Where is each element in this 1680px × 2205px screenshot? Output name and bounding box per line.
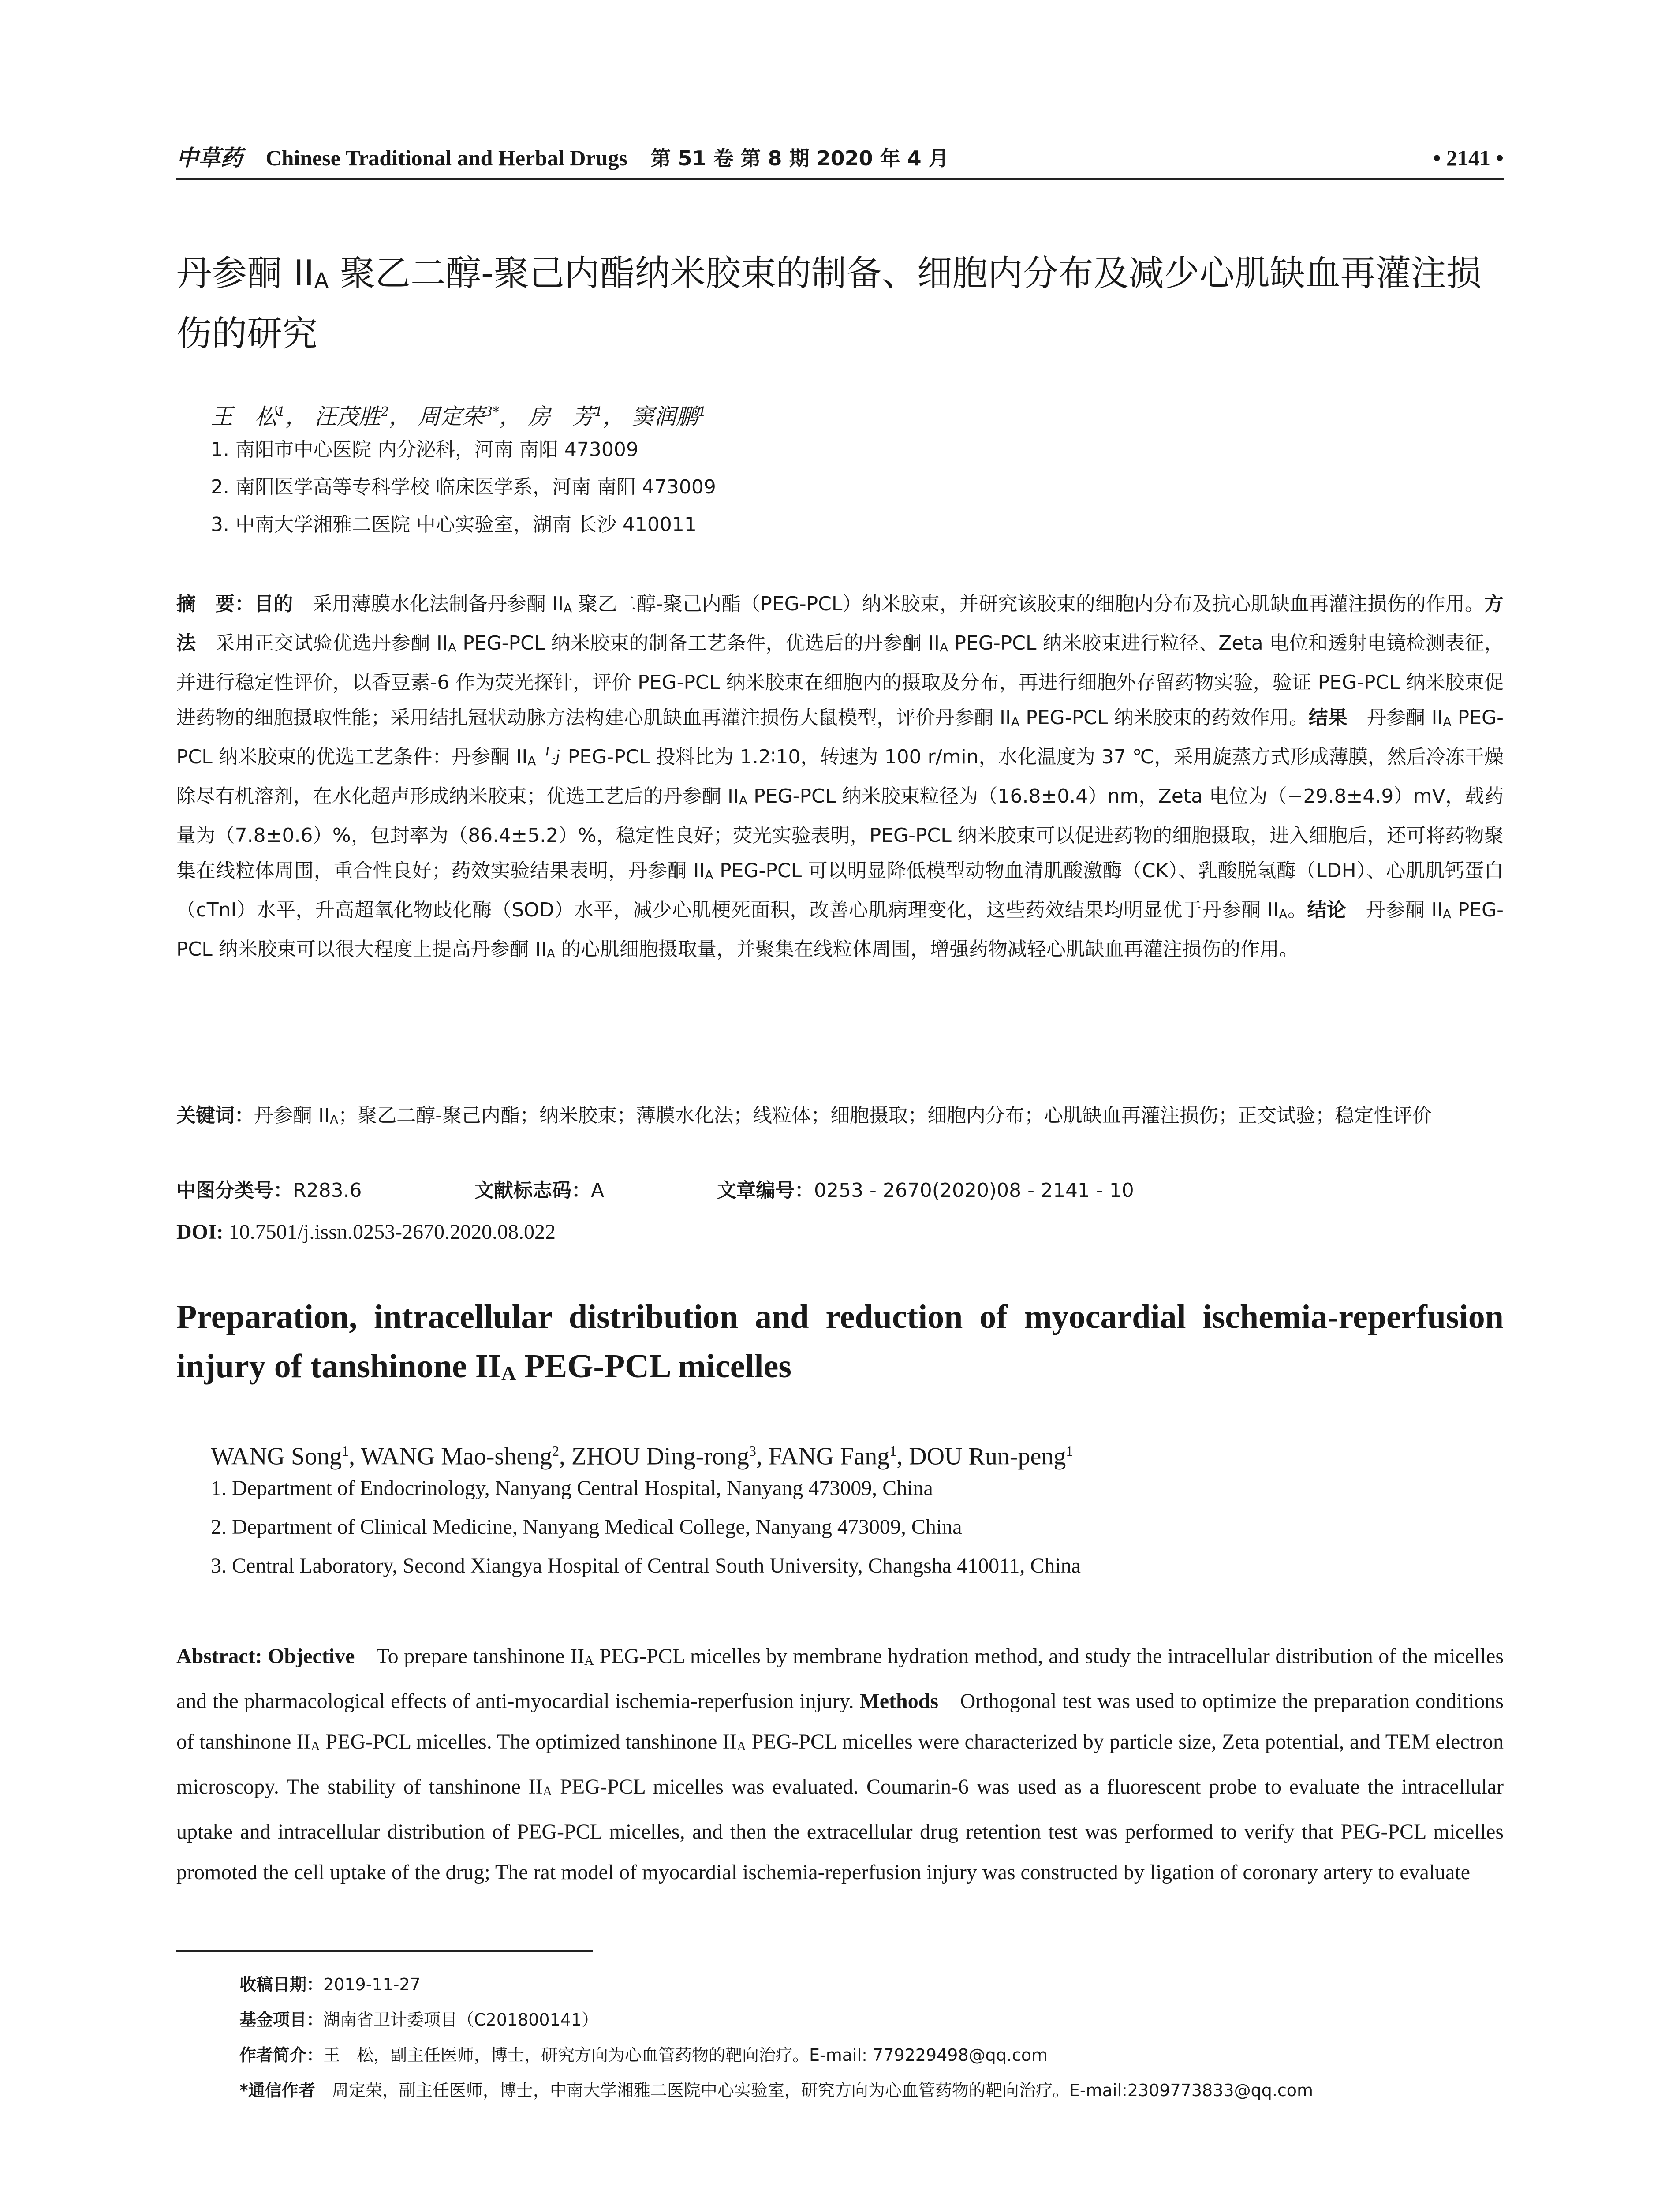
keywords-cn-text: 丹参酮 II (254, 1104, 330, 1127)
author-cn-sup: 1 (277, 404, 286, 420)
methods-cn-label: 方法 (176, 593, 1504, 654)
methods-cn-text: PEG-PCL 纳米胶束的制备工艺条件，优选后的丹参酮 II (456, 632, 940, 654)
footnote-received (239, 1967, 1505, 2002)
abstract-cn (176, 587, 1504, 971)
results-cn-text: PEG-PCL 纳米胶束的优选工艺条件：丹参酮 II (176, 706, 1504, 768)
author-cn: 窦润鹏 (632, 404, 698, 430)
results-cn-text: 丹参酮 II (1347, 706, 1443, 729)
received-value: 2019-11-27 (323, 1975, 421, 1994)
title-en-part1: Preparation, intracellular distribution and reduction of myocardial ischemia-reperfusion injury of tanshinone II (176, 1298, 1504, 1385)
subscript: A (739, 793, 748, 807)
subscript: A (542, 1784, 553, 1798)
header-rule (176, 178, 1504, 180)
author-cn: 房 芳 (528, 404, 594, 430)
clc-block (176, 1179, 362, 1202)
title-cn (176, 247, 1504, 360)
results-cn-text: 。 (1287, 899, 1307, 921)
conclusion-cn-label: 结论 (1307, 899, 1347, 921)
author-en-sup: 1 (1066, 1443, 1073, 1459)
subscript: A (329, 1112, 339, 1127)
subscript: A (1443, 714, 1452, 729)
objective-cn-text: 聚乙二醇-聚己内酯（PEG-PCL）纳米胶束，并研究该胶束的细胞内分布及抗心肌缺血再灌注损伤的作用。 (572, 593, 1484, 615)
title-cn-part1: 丹参酮 II (176, 253, 314, 294)
affiliation-cn-3: 3. 中南大学湘雅二医院 中心实验室，湖南 长沙 410011 (211, 513, 697, 536)
author-en-sup: 1 (342, 1443, 349, 1459)
authors-cn: 王 松$^1$， 汪茂胜$^2$， 周定荣$^{3*}$， 房 芳$^1$， 窦润鹏$^1$ (211, 404, 707, 430)
corresponding-label: *通信作者 (239, 2081, 315, 2100)
page-number: • 2141 • (1433, 146, 1504, 170)
methods-en-text: PEG-PCL micelles was evaluated. Coumarin-6 was used as a fluorescent probe to evaluate the intracellular uptake and intracellular distribution of PEG-PCL micelles, and then the extracellular drug retention test was performed to verify that PEG-PCL micelles promoted the cell uptake of the drug; The rat model of myocardial ischemia-reperfusion injury was constructed by ligation of coronary artery to evaluate (176, 1775, 1504, 1884)
affiliation-en-2: 2. Department of Clinical Medicine, Nanyang Medical College, Nanyang 473009, China (211, 1515, 962, 1539)
abstract-en-label: Abstract: (176, 1644, 262, 1668)
author-en: FANG Fang (768, 1443, 890, 1470)
fund-value: 湖南省卫计委项目（C201800141） (323, 2010, 599, 2029)
doi-value: 10.7501/j.issn.0253-2670.2020.08.022 (223, 1220, 556, 1244)
subscript: A (1279, 907, 1288, 921)
results-cn-label: 结果 (1308, 706, 1348, 729)
footnote-corresponding (239, 2073, 1505, 2108)
title-en-part2: PEG-PCL micelles (516, 1348, 791, 1385)
conclusion-cn-text: PEG-PCL 纳米胶束可以很大程度上提高丹参酮 II (176, 899, 1504, 960)
footnote-rule (176, 1950, 593, 1952)
objective-en-text: To prepare tanshinone II (355, 1644, 585, 1668)
keywords-cn (176, 1098, 1504, 1137)
author-en: WANG Mao-sheng (361, 1443, 553, 1470)
received-label: 收稿日期： (239, 1975, 324, 1994)
methods-en-text: PEG-PCL micelles were characterized by particle size, Zeta potential, and TEM electron microscopy. The stability of tanshinone II (176, 1730, 1504, 1798)
results-cn-text: PEG-PCL 可以明显降低模型动物血清肌酸激酶（CK）、乳酸脱氢酶（LDH）、心肌肌钙蛋白（cTnI）水平，升高超氧化物歧化酶（SOD）水平，减少心肌梗死面积，改善心肌病理变化，这些药效结果均明显优于丹参酮 II (176, 860, 1504, 921)
methods-en-text: PEG-PCL micelles. The optimized tanshinone II (320, 1730, 737, 1753)
abstract-en (176, 1636, 1504, 1893)
methods-cn-text: 采用正交试验优选丹参酮 II (196, 632, 448, 654)
title-en-sub: A (501, 1362, 516, 1384)
methods-en-text: Orthogonal test was used to optimize the preparation conditions of tanshinone II (176, 1689, 1504, 1753)
author-cn-sup: 2 (381, 404, 389, 420)
doc-code-block (474, 1173, 604, 1208)
objective-cn-label: 目的 (254, 593, 293, 615)
author-cn-sup: 1 (698, 404, 707, 420)
objective-cn-text: 采用薄膜水化法制备丹参酮 II (293, 593, 564, 615)
results-cn-text: 与 PEG-PCL 投料比为 1.2∶10，转速为 100 r/min，水化温度为 37 ℃，采用旋蒸方式形成薄膜，然后冷冻干燥除尽有机溶剂，在水化超声形成纳米胶束；优选工艺后的丹参酮 II (176, 746, 1504, 807)
results-cn-text: PEG-PCL 纳米胶束粒径为（16.8±0.4）nm，Zeta 电位为（−29.8±4.9）mV，载药量为（7.8±0.6）%，包封率为（86.4±5.2）%，稳定性良好；荧光实验表明，PEG-PCL 纳米胶束可以促进药物的细胞摄取，进入细胞后，还可将药物聚集在线粒体周围，重合性良好；药效实验结果表明，丹参酮 II (176, 785, 1504, 882)
affiliation-cn-1: 1. 南阳市中心医院 内分泌科，河南 南阳 473009 (211, 438, 638, 461)
running-header (176, 140, 1504, 176)
author-en-sup: 3 (749, 1443, 756, 1459)
author-cn: 周定荣 (418, 404, 484, 430)
methods-cn-text: PEG-PCL 纳米胶束进行粒径、Zeta 电位和透射电镜检测表征，并进行稳定性评价，以香豆素-6 作为荧光探针，评价 PEG-PCL 纳米胶束在细胞内的摄取及分布，再进行细胞外存留药物实验，验证 PEG-PCL 纳米胶束促进药物的细胞摄取性能；采用结扎冠状动脉方法构建心肌缺血再灌注损伤大鼠模型，评价丹参酮 II (176, 632, 1504, 729)
journal-name-en: Chinese Traditional and Herbal Drugs (265, 146, 627, 170)
subscript: A (705, 867, 713, 882)
title-cn-sub: A (314, 269, 329, 293)
conclusion-cn-text: 的心肌细胞摄取量，并聚集在线粒体周围，增强药物减轻心肌缺血再灌注损伤的作用。 (555, 938, 1299, 960)
doc-code-label: 文献标志码： (474, 1179, 591, 1202)
authors-en: WANG Song$^1$, WANG Mao-sheng$^2$, ZHOU Ding-rong$^3$, FANG Fang$^1$, DOU Run-peng$^1$ (211, 1443, 1073, 1470)
author-cn: 王 松 (211, 404, 277, 430)
journal-name-cn: 中草药 (176, 145, 243, 171)
subscript: A (546, 946, 555, 960)
affiliation-en-1: 1. Department of Endocrinology, Nanyang Central Hospital, Nanyang 473009, China (211, 1476, 933, 1500)
author-cn-sup: 3* (484, 404, 500, 420)
doi-label: DOI: (176, 1220, 224, 1244)
subscript: A (310, 1739, 321, 1753)
author-bio-label: 作者简介： (239, 2045, 324, 2065)
classification-info (176, 1173, 1134, 1208)
subscript: A (940, 640, 948, 654)
subscript: A (564, 601, 572, 615)
subscript: A (584, 1653, 594, 1668)
article-number-block (717, 1173, 1134, 1208)
doc-code-value: A (591, 1179, 605, 1202)
author-cn: 汪茂胜 (314, 404, 381, 430)
subscript: A (1443, 907, 1452, 921)
issue-info: 第 51 卷 第 8 期 2020 年 4 月 (650, 146, 949, 170)
footnotes (239, 1967, 1505, 2108)
footnote-fund (239, 2002, 1505, 2037)
keywords-cn-label: 关键词： (176, 1104, 254, 1127)
affiliation-en-3: 3. Central Laboratory, Second Xiangya Hospital of Central South University, Changsha 410011, China (211, 1554, 1081, 1577)
subscript: A (448, 640, 456, 654)
keywords-cn-text: ；聚乙二醇-聚己内酯；纳米胶束；薄膜水化法；线粒体；细胞摄取；细胞内分布；心肌缺血再灌注损伤；正交试验；稳定性评价 (338, 1104, 1432, 1127)
title-en (176, 1292, 1504, 1398)
doi (176, 1215, 556, 1250)
author-en-sup: 2 (552, 1443, 560, 1459)
article-number-value: 0253 - 2670(2020)08 - 2141 - 10 (814, 1179, 1134, 1202)
author-en: ZHOU Ding-rong (571, 1443, 749, 1470)
subscript: A (736, 1739, 747, 1753)
clc-value: R283.6 (293, 1179, 362, 1202)
affiliation-cn-2: 2. 南阳医学高等专科学校 临床医学系，河南 南阳 473009 (211, 476, 716, 498)
subscript: A (1011, 714, 1020, 729)
objective-en-label: Objective (262, 1644, 355, 1668)
author-en-sup: 1 (889, 1443, 897, 1459)
fund-label: 基金项目： (239, 2010, 324, 2029)
corresponding-value: 周定荣，副主任医师，博士，中南大学湘雅二医院中心实验室，研究方向为心血管药物的靶向治疗。E-mail:2309773833@qq.com (315, 2081, 1314, 2100)
objective-en-text: PEG-PCL micelles by membrane hydration method, and study the intracellular distribution of the micelles and the pharmacological effects of anti-myocardial ischemia-reperfusion injury. (176, 1644, 1504, 1713)
methods-cn-text: PEG-PCL 纳米胶束的药效作用。 (1019, 706, 1309, 729)
article-number-label: 文章编号： (717, 1179, 814, 1202)
author-en: WANG Song (211, 1443, 342, 1470)
abstract-cn-label: 摘 要： (176, 593, 254, 615)
author-en: DOU Run-peng (909, 1443, 1066, 1470)
subscript: A (527, 754, 536, 768)
author-bio-value: 王 松，副主任医师，博士，研究方向为心血管药物的靶向治疗。E-mail: 779229498@qq.com (323, 2045, 1048, 2065)
clc-label: 中图分类号： (176, 1179, 293, 1202)
footnote-author (239, 2037, 1505, 2073)
conclusion-cn-text: 丹参酮 II (1346, 899, 1443, 921)
methods-en-label: Methods (854, 1689, 939, 1713)
title-cn-part2: 聚乙二醇-聚己内酯纳米胶束的制备、细胞内分布及减少心肌缺血再灌注损伤的研究 (176, 253, 1482, 354)
author-cn-sup: 1 (594, 404, 603, 420)
